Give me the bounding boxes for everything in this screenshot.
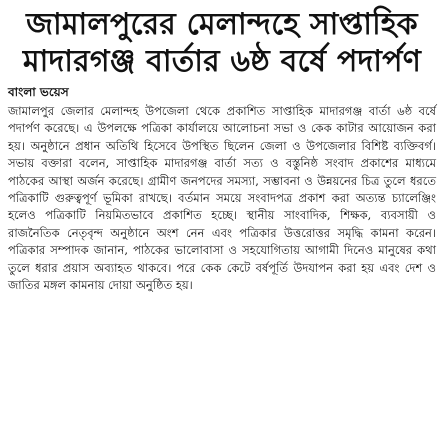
- headline-line-2: মাদারগঞ্জ বার্তার ৬ষ্ঠ বর্ষে পদার্পণ: [22, 44, 422, 79]
- headline-line-1: জামালপুরের মেলান্দহে সাপ্তাহিক: [26, 7, 418, 42]
- article-body: জামালপুর জেলার মেলান্দহ উপজেলা থেকে প্রকাশিত সাপ্তাহিক মাদারগঞ্জ বার্তা ৬ষ্ঠ বর্ষে পদার্পণ করেছে। এ উপলক্ষে পত্রিকা কার্যালয়ে আলোচনা সভা ও কেক কাটার আয়োজন করা হয়। অনুষ্ঠানে প্রধান অতিথি হিসেবে উপস্থিত ছিলেন জেলা ও উপজেলার বিশিষ্ট ব্যক্তিবর্গ। সভায় বক্তারা বলেন, সাপ্তাহিক মাদারগঞ্জ বার্তা সত্য ও বস্তুনিষ্ঠ সংবাদ প্রকাশের মাধ্যমে পাঠকের আস্থা অর্জন করেছে। গ্রামীণ জনপদের সমস্যা, সম্ভাবনা ও উন্নয়নের চিত্র তুলে ধরতে পত্রিকাটি গুরুত্বপূর্ণ ভূমিকা রাখছে। বর্তমান সময়ে সংবাদপত্র প্রকাশ করা অত্যন্ত চ্যালেঞ্জিং হলেও পত্রিকাটি নিয়মিতভাবে প্রকাশিত হচ্ছে। স্থানীয় সাংবাদিক, শিক্ষক, ব্যবসায়ী ও রাজনৈতিক নেতৃবৃন্দ অনুষ্ঠানে অংশ নেন এবং পত্রিকার উত্তরোত্তর সমৃদ্ধি কামনা করেন। পত্রিকার সম্পাদক জানান, পাঠকের ভালোবাসা ও সহযোগিতায় আগামী দিনেও মানুষের কথা তুলে ধরার প্রয়াস অব্যাহত থাকবে। পরে কেক কেটে বর্ষপূর্তি উদযাপন করা হয় এবং দেশ ও জাতির মঙ্গল কামনায় দোয়া অনুষ্ঠিত হয়।: [8, 104, 436, 293]
- headline-block: [8, 6, 436, 80]
- byline: বাংলা ভয়েস: [8, 85, 69, 99]
